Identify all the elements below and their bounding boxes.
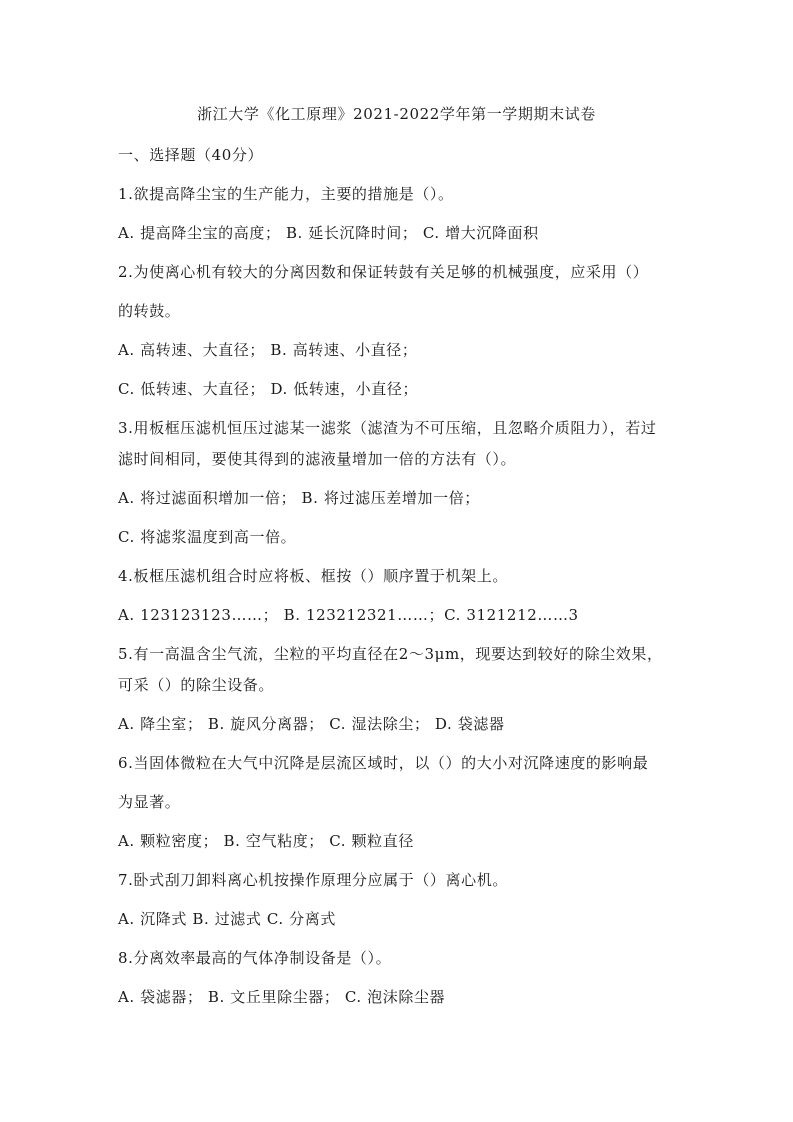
question-6-options: A. 颗粒密度； B. 空气粘度； C. 颗粒直径 [118,832,414,850]
question-6-stem-cont: 为显著。 [118,793,181,811]
question-2-stem-cont: 的转鼓。 [118,302,181,320]
question-2-options-2: C. 低转速、大直径； D. 低转速，小直径； [118,380,419,398]
question-4-stem: 4.板框压滤机组合时应将板、框按（）顺序置于机架上。 [118,567,508,585]
question-6-stem: 6.当固体微粒在大气中沉降是层流区域时，以（）的大小对沉降速度的影响最 [118,754,649,772]
question-4-options: A. 123123123……； B. 123212321……；C. 3121212……3 [118,606,579,624]
question-3-stem: 3.用板框压滤机恒压过滤某一滤浆（滤渣为不可压缩，且忽略介质阻力），若过 [118,419,657,437]
question-7-options: A. 沉降式 B. 过滤式 C. 分离式 [118,910,336,928]
question-5-options: A. 降尘室； B. 旋风分离器； C. 湿法除尘； D. 袋滤器 [118,715,505,733]
question-3-stem-cont: 滤时间相同，要使其得到的滤液量增加一倍的方法有（）。 [118,450,517,468]
question-5-stem: 5.有一高温含尘气流，尘粒的平均直径在2～3μm，现要达到较好的除尘效果， [118,645,663,663]
question-7-stem: 7.卧式刮刀卸料离心机按操作原理分应属于（）离心机。 [118,871,508,889]
question-3-options-2: C. 将滤浆温度到高一倍。 [118,528,297,546]
question-8-options: A. 袋滤器； B. 文丘里除尘器； C. 泡沫除尘器 [118,988,446,1006]
question-1-options: A. 提高降尘宝的高度； B. 延长沉降时间； C. 增大沉降面积 [118,224,539,242]
question-2-options-1: A. 高转速、大直径； B. 高转速、小直径； [118,341,418,359]
question-3-options-1: A. 将过滤面积增加一倍； B. 将过滤压差增加一倍； [118,489,480,507]
question-5-stem-cont: 可采（）的除尘设备。 [118,676,275,694]
section-heading: 一、选择题（40分） [118,146,264,164]
question-1-stem: 1.欲提高降尘宝的生产能力，主要的措施是（）。 [118,185,454,203]
question-8-stem: 8.分离效率最高的气体净制设备是（）。 [118,949,392,967]
question-2-stem: 2.为使离心机有较大的分离因数和保证转鼓有关足够的机械强度，应采用（） [118,263,649,281]
exam-title: 浙江大学《化工原理》2021-2022学年第一学期期末试卷 [197,105,596,123]
